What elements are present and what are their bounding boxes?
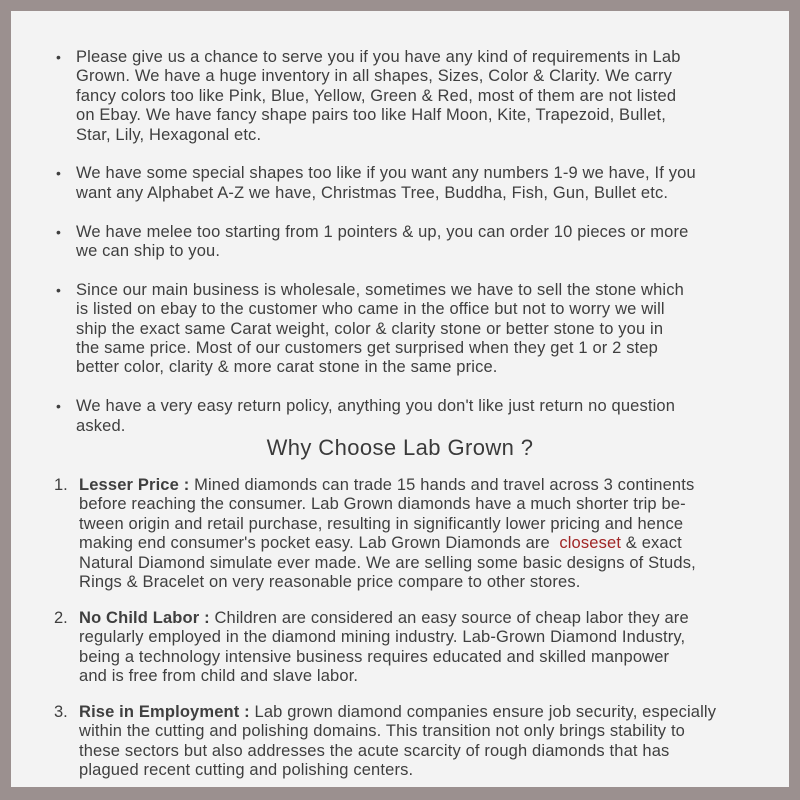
- bullet-list: [11, 48, 789, 455]
- bullet-item: [11, 223, 789, 262]
- text-line: before reaching the consumer. Lab Grown diamonds have a much shorter trip be-: [79, 495, 686, 514]
- highlight-closeset: closeset: [559, 534, 622, 553]
- item-number: 2.: [54, 608, 68, 627]
- content-panel: [11, 11, 789, 787]
- item-first-line: Children are considered an easy source of cheap labor they are: [209, 608, 689, 627]
- bullet-item: [11, 281, 789, 378]
- item-number: 1.: [54, 476, 68, 494]
- item-label: No Child Labor :: [79, 608, 210, 627]
- text-line: these sectors but also addresses the acute scarcity of rough diamonds that has: [79, 741, 670, 760]
- item-text: [79, 703, 789, 781]
- item-text: [79, 609, 789, 687]
- text-line: tween origin and retail purchase, resulting in significantly lower pricing and hence: [79, 514, 684, 533]
- text-line: plagued recent cutting and polishing centers.: [79, 761, 414, 780]
- text-line: on Ebay. We have fancy shape pairs too like Half Moon, Kite, Trapezoid, Bullet,: [76, 106, 666, 125]
- text-line: fancy colors too like Pink, Blue, Yellow, Green & Red, most of them are not listed: [76, 86, 677, 105]
- text-line: and is free from child and slave labor.: [79, 667, 359, 686]
- item-first-line: Lab grown diamond companies ensure job security, especially: [249, 703, 717, 722]
- text-line: we can ship to you.: [76, 242, 221, 261]
- item-text: [79, 476, 789, 592]
- text-line: asked.: [76, 416, 126, 435]
- text-line: is listed on ebay to the customer who came in the office but not to worry we will: [76, 300, 665, 319]
- text-line: better color, clarity & more carat stone in the same price.: [76, 358, 498, 377]
- text-line: We have melee too starting from 1 pointers & up, you can order 10 pieces or more: [76, 222, 689, 241]
- text-line: We have a very easy return policy, anything you don't like just return no question: [76, 397, 676, 416]
- text-line: Grown. We have a huge inventory in all shapes, Sizes, Color & Clarity. We carry: [76, 67, 673, 86]
- bullet-item: [11, 397, 789, 436]
- text-segment: & exact: [621, 534, 682, 553]
- bullet-text: [76, 223, 789, 262]
- section-title: Why Choose Lab Grown ?: [266, 435, 534, 460]
- bullet-item: [11, 164, 789, 203]
- text-line: Star, Lily, Hexagonal etc.: [76, 125, 262, 144]
- text-line: want any Alphabet A-Z we have, Christmas Tree, Buddha, Fish, Gun, Bullet etc.: [76, 183, 669, 202]
- item-number: 3.: [54, 703, 68, 722]
- numbered-item: [11, 476, 789, 592]
- text-line: Natural Diamond simulate ever made. We are selling some basic designs of Studs,: [79, 553, 696, 572]
- item-label: Lesser Price :: [79, 476, 190, 494]
- bullet-item: [11, 48, 789, 145]
- text-line: Rings & Bracelet on very reasonable price compare to other stores.: [79, 573, 581, 592]
- bullet-text: [76, 397, 789, 436]
- text-line: [79, 534, 789, 553]
- text-segment: making end consumer's pocket easy. Lab Grown Diamonds are: [79, 534, 560, 553]
- bullet-text: [76, 281, 789, 378]
- text-line: We have some special shapes too like if you want any numbers 1-9 we have, If you: [76, 164, 696, 183]
- numbered-item: [11, 703, 789, 781]
- text-line: Please give us a chance to serve you if you have any kind of requirements in Lab: [76, 48, 681, 66]
- bullet-text: [76, 164, 789, 203]
- bullet-dot-icon: •: [56, 165, 61, 182]
- bullet-text: [76, 48, 789, 145]
- text-line: [79, 476, 789, 495]
- text-line: [79, 703, 789, 722]
- text-line: within the cutting and polishing domains. This transition not only brings stability to: [79, 722, 686, 741]
- text-line: regularly employed in the diamond mining industry. Lab-Grown Diamond Industry,: [79, 628, 686, 647]
- bullet-dot-icon: •: [56, 223, 61, 240]
- bullet-dot-icon: •: [56, 398, 61, 415]
- numbered-list: [11, 476, 789, 797]
- text-line: being a technology intensive business requires educated and skilled manpower: [79, 647, 670, 666]
- text-line: ship the exact same Carat weight, color & clarity stone or better stone to you in: [76, 319, 664, 338]
- bullet-dot-icon: •: [56, 281, 61, 298]
- text-line: [79, 609, 789, 628]
- text-line: the same price. Most of our customers get surprised when they get 1 or 2 step: [76, 339, 658, 358]
- item-label: Rise in Employment :: [79, 703, 250, 722]
- numbered-item: [11, 609, 789, 687]
- item-first-line: Mined diamonds can trade 15 hands and travel across 3 continents: [189, 476, 695, 494]
- text-line: Since our main business is wholesale, sometimes we have to sell the stone which: [76, 280, 684, 299]
- bullet-dot-icon: •: [56, 49, 61, 65]
